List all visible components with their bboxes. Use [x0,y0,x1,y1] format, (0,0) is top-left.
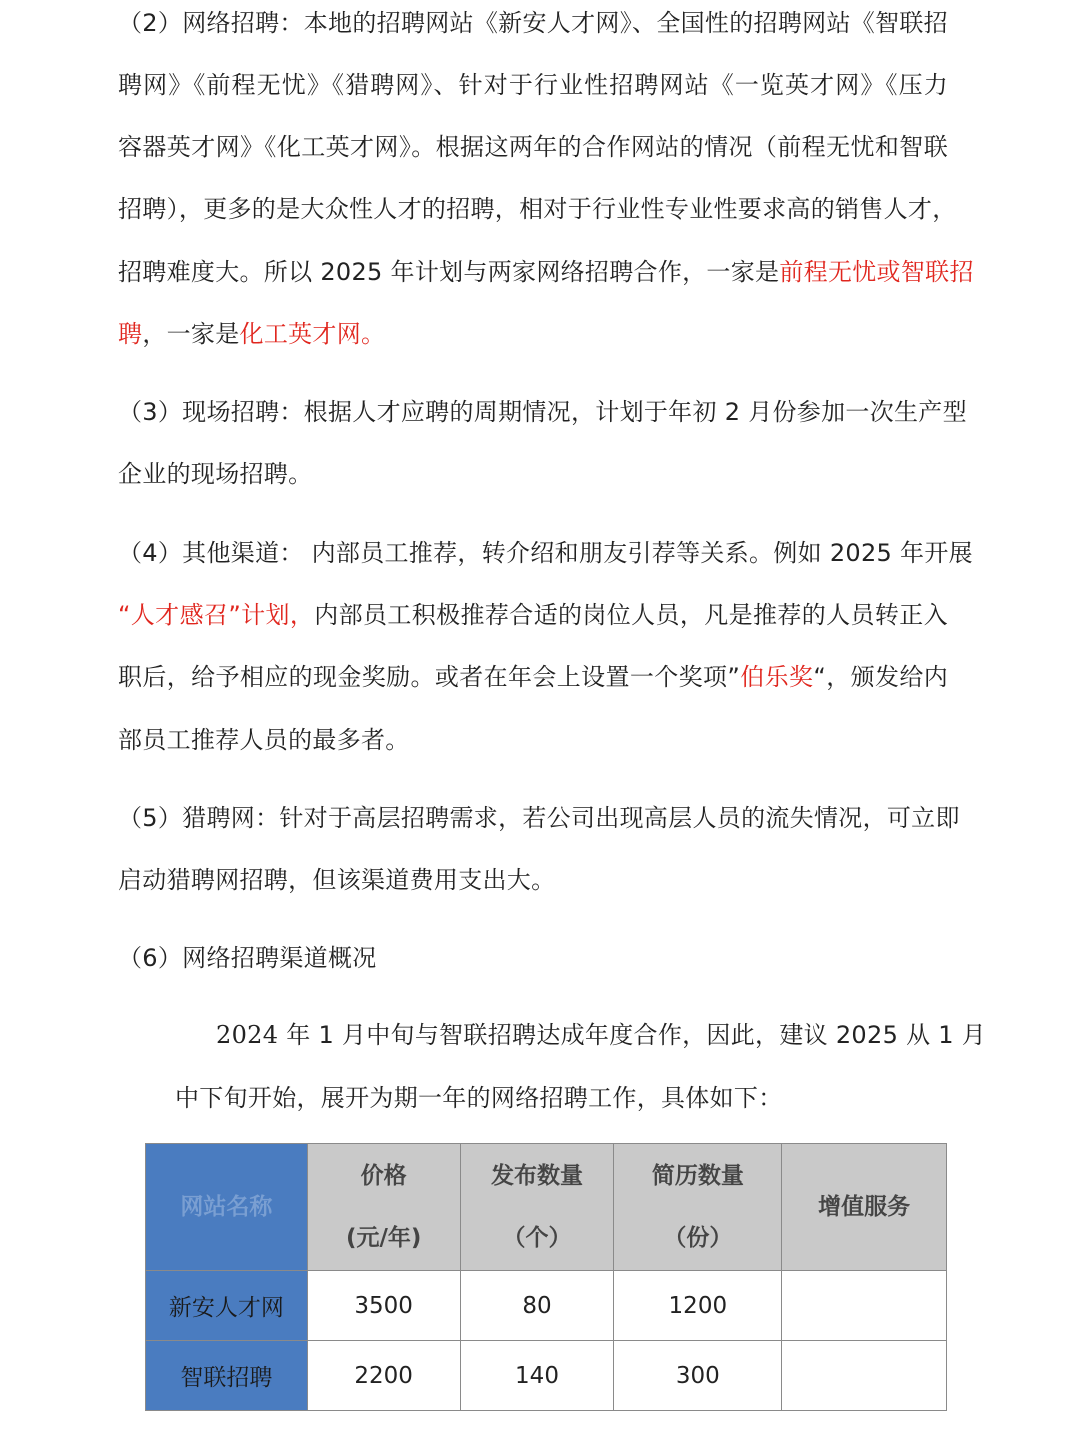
p4-highlight-award: 伯乐奖 [740,663,814,691]
intro-line-1-text: 年 1 月中旬与智联招聘达成年度合作，因此，建议 2025 从 1 月 [278,1021,987,1049]
p2-line-3: 容器英才网》《化工英才网》。根据这两年的合作网站的情况（前程无忧和智联 [118,133,948,161]
p4-line-1: （4）其他渠道： 内部员工推荐，转介绍和朋友引荐等关系。例如 2025 年开展 [118,539,973,567]
header-post-count-label: 发布数量 [491,1163,583,1189]
p2-line-6 [118,314,948,354]
header-price-label: 价格 [360,1163,407,1189]
p2-highlight-chem-site: 化工英才网。 [239,320,386,348]
p2-line-2: 聘网》《前程无忧》《猎聘网》、针对于行业性招聘网站《一览英才网》《压力 [118,71,948,99]
p4-highlight-program: “人才感召”计划， [118,601,315,629]
p2-line-5 [118,252,974,292]
p5-line-2: 启动猎聘网招聘，但该渠道费用支出大。 [118,866,556,894]
p6-line-1: （6）网络招聘渠道概况 [118,944,377,972]
table-row [146,1341,947,1411]
header-site-name-label: 网站名称 [180,1194,273,1220]
p2-highlight-channel-end: 聘 [118,320,143,348]
cell-resume-count: 300 [614,1341,782,1411]
p4-line-2 [118,595,948,635]
table-header-row [146,1144,947,1271]
p3-line-2: 企业的现场招聘。 [118,460,313,488]
header-price-unit: (元/年) [345,1225,422,1251]
header-value-added [782,1144,947,1271]
cell-site-name: 智联招聘 [146,1341,308,1411]
header-post-count [460,1144,614,1271]
header-resume-count [614,1144,782,1271]
p2-line-1: （2）网络招聘：本地的招聘网站《新安人才网》、全国性的招聘网站《智联招 [118,9,948,37]
intro-line-2: 中下旬开始，展开为期一年的网络招聘工作，具体如下： [175,1084,783,1112]
p2-line-5-text: 招聘难度大。所以 2025 年计划与两家网络招聘合作，一家是 [118,258,780,286]
p4-line-4: 部员工推荐人员的最多者。 [118,726,410,754]
header-post-count-unit: （个） [502,1225,572,1251]
p5-line-1: （5）猎聘网：针对于高层招聘需求，若公司出现高层人员的流失情况，可立即 [118,804,960,832]
cell-post-count: 140 [460,1341,614,1411]
p2-line-4: 招聘），更多的是大众性人才的招聘，相对于行业性专业性要求高的销售人才， [118,195,957,223]
recruitment-sites-table [145,1143,947,1411]
header-value-added-label: 增值服务 [818,1194,911,1220]
header-resume-count-unit: （份） [663,1225,733,1251]
cell-site-name: 新安人才网 [146,1271,308,1341]
p4-line-2-text: 内部员工积极推荐合适的岗位人员，凡是推荐的人员转正入 [314,601,948,629]
p4-line-3-text-b: “，颁发给内 [813,663,949,691]
cell-price: 3500 [307,1271,460,1341]
cell-post-count: 80 [460,1271,614,1341]
intro-line-1 [216,1015,987,1055]
p2-highlight-channel: 前程无忧或智联招 [779,258,974,286]
cell-value-added [782,1271,947,1341]
header-resume-count-label: 简历数量 [651,1163,744,1189]
p4-line-3-text-a: 职后，给予相应的现金奖励。或者在年会上设置一个奖项” [118,663,741,691]
cell-price: 2200 [307,1341,460,1411]
p2-line-6-text: ，一家是 [142,320,240,348]
p4-line-3 [118,657,948,697]
cell-resume-count: 1200 [614,1271,782,1341]
header-site-name [146,1144,308,1271]
table-row [146,1271,947,1341]
header-price [307,1144,460,1271]
p3-line-1: （3）现场招聘：根据人才应聘的周期情况，计划于年初 2 月份参加一次生产型 [118,398,967,426]
intro-year: 2024 [216,1021,279,1049]
cell-value-added [782,1341,947,1411]
